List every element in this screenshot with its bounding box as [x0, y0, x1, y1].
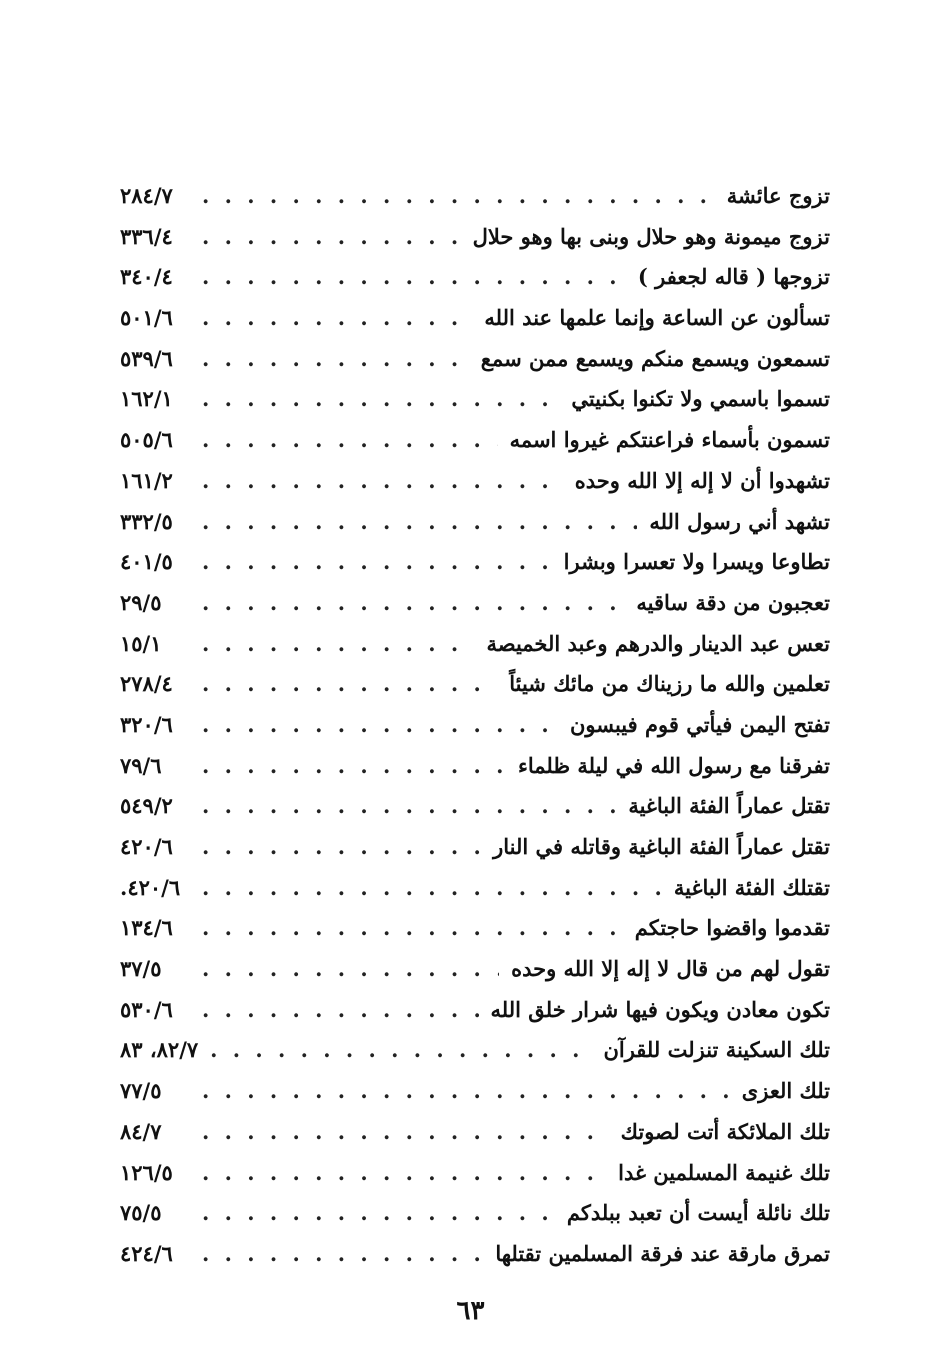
entry-text: تعس عبد الدينار والدرهم وعبد الخميصة: [486, 630, 830, 656]
entry-text: تقتل عماراً الفئة الباغية: [628, 793, 830, 819]
leader-dots: [202, 583, 624, 624]
entry-reference: ٥٣٠/٦: [120, 996, 173, 1022]
entry-reference: ٣٤٠/٤: [120, 264, 173, 290]
index-entry: [120, 176, 830, 217]
index-entry: [120, 461, 830, 502]
entry-text: تلك السكينة تنزلت للقرآن: [603, 1037, 830, 1063]
leader-dots: [202, 502, 637, 543]
leader-dots: [202, 1193, 555, 1234]
index-entry: [120, 298, 830, 339]
leader-dots: [210, 1030, 591, 1071]
leader-dots: [202, 868, 662, 909]
leader-dots: [202, 257, 626, 298]
entry-reference: ١٣٤/٦: [120, 915, 173, 941]
entry-text: تسمعون ويسمع منكم ويسمع ممن سمع: [480, 345, 830, 371]
leader-dots: [202, 624, 474, 665]
entry-text: تسمون بأسماء فراعنتكم غيروا اسمه: [509, 427, 830, 453]
entry-text: تقول لهم من قال لا إله إلا الله وحده: [511, 956, 830, 982]
leader-dots: [202, 949, 499, 990]
leader-dots: [202, 461, 563, 502]
leader-dots: [202, 298, 472, 339]
entry-reference: ٤٠١/٥: [120, 549, 173, 575]
index-entry: [120, 583, 830, 624]
index-entry: [120, 624, 830, 665]
entry-reference: ١٦١/٢: [120, 467, 173, 493]
index-entry: [120, 1071, 830, 1112]
leader-dots: [202, 176, 715, 217]
entry-text: تعجبون من دقة ساقيه: [636, 589, 830, 615]
leader-dots: [202, 664, 497, 705]
entry-reference: ٣٧/٥: [120, 956, 162, 982]
index-entry: [120, 339, 830, 380]
index-entry: [120, 542, 830, 583]
entry-reference: ٤٢٤/٦: [120, 1240, 173, 1266]
leader-dots: [202, 217, 461, 258]
entry-text: تلك نائلة أيست أن تعبد ببلدكم: [566, 1200, 830, 1226]
entry-reference: ٤٢٠/٦: [120, 834, 173, 859]
entry-reference: ٥٠٥/٦: [120, 427, 173, 453]
leader-dots: [202, 705, 558, 746]
leader-dots: [202, 1071, 730, 1112]
index-entry: [120, 786, 830, 827]
entry-reference: ٥٠١/٦: [120, 305, 173, 331]
index-entry: [120, 217, 830, 258]
index-entry: [120, 1112, 830, 1153]
entry-reference: ٢٧٨/٤: [120, 671, 173, 697]
leader-dots: [202, 420, 498, 461]
index-entry: [120, 1030, 830, 1071]
entry-text: تعلمين والله ما رزيناك من مائك شيئاً: [509, 671, 830, 697]
leader-dots: [202, 746, 506, 787]
entry-reference: ٧٥/٥: [120, 1200, 162, 1226]
leader-dots: [202, 379, 559, 420]
index-entry: [120, 908, 830, 949]
index-entry: [120, 420, 830, 461]
index-entry: [120, 827, 830, 868]
page-number: ٦٣: [456, 1296, 485, 1326]
entry-reference: ٣٢٠/٦: [120, 711, 173, 737]
entry-text: تلك الملائكة أتت لصوتك: [620, 1118, 830, 1144]
index-entry: [120, 502, 830, 543]
entry-reference: ٨٢/٧، ٨٣: [120, 1037, 199, 1063]
leader-dots: [202, 1153, 606, 1194]
entry-text: تلك غنيمة المسلمين غدا: [618, 1159, 830, 1185]
entry-text: تزوج عائشة: [726, 183, 830, 208]
entry-reference: ٥٤٩/٢: [120, 793, 173, 819]
entry-reference: ٧٧/٥: [120, 1078, 162, 1104]
entry-reference: ٨٤/٧: [120, 1118, 162, 1144]
entry-reference: ٣٣٢/٥: [120, 508, 173, 534]
entry-text: تقتلك الفئة الباغية: [673, 874, 830, 900]
entry-reference: ٥٣٩/٦: [120, 345, 173, 371]
entry-reference: ١٦٢/١: [120, 386, 173, 412]
entry-reference: ٣٣٦/٤: [120, 223, 173, 249]
leader-dots: [202, 908, 623, 949]
index-entry: [120, 1193, 830, 1234]
index-entry: [120, 257, 830, 298]
entry-reference: ٤٢٠/٦.: [120, 874, 181, 900]
index-entry: [120, 990, 830, 1031]
entry-text: تقدموا واقضوا حاجتكم: [634, 915, 830, 941]
index-entry: [120, 379, 830, 420]
index-entry: [120, 1234, 830, 1275]
index-entry: [120, 705, 830, 746]
entry-text: تزوج ميمونة وهو حلال وبنى بها وهو حلال: [472, 223, 830, 249]
entry-text: تسموا باسمي ولا تكنوا بكنيتي: [571, 386, 830, 412]
leader-dots: [202, 786, 616, 827]
entry-text: تشهدوا أن لا إله إلا الله وحده: [574, 467, 830, 493]
leader-dots: [202, 1234, 483, 1275]
entry-text: تمرق مارقة عند فرقة المسلمين تقتلها: [495, 1240, 830, 1266]
entry-text: تسألون عن الساعة وإنما علمها عند الله: [484, 305, 830, 331]
entry-reference: ٢٩/٥: [120, 589, 162, 615]
entry-reference: ١٥/١: [120, 630, 162, 656]
leader-dots: [202, 1112, 609, 1153]
index-entry: [120, 664, 830, 705]
index-entry: [120, 1153, 830, 1194]
leader-dots: [202, 990, 479, 1031]
entry-text: تلك العزى: [741, 1078, 830, 1104]
index-entry: [120, 868, 830, 909]
entry-reference: ٢٨٤/٧: [120, 183, 173, 208]
entry-text: تقتل عماراً الفئة الباغية وقاتله في النار: [493, 834, 830, 859]
entry-text: تكون معادن ويكون فيها شرار خلق الله: [490, 996, 830, 1022]
entry-text: تفتح اليمن فيأتي قوم فيبسون: [569, 711, 830, 737]
index-entry: [120, 949, 830, 990]
leader-dots: [202, 339, 469, 380]
entry-text: تشهد أني رسول الله: [649, 508, 830, 534]
hadith-index-list: [120, 176, 830, 1275]
entry-text: تفرقنا مع رسول الله في ليلة ظلماء: [518, 752, 830, 778]
leader-dots: [202, 827, 481, 868]
entry-reference: ٧٩/٦: [120, 752, 162, 778]
leader-dots: [202, 542, 552, 583]
index-entry: [120, 746, 830, 787]
entry-text: تزوجها ( قاله لجعفر ): [637, 264, 830, 290]
entry-reference: ١٢٦/٥: [120, 1159, 173, 1185]
entry-text: تطاوعا ويسرا ولا تعسرا وبشرا: [563, 549, 830, 575]
